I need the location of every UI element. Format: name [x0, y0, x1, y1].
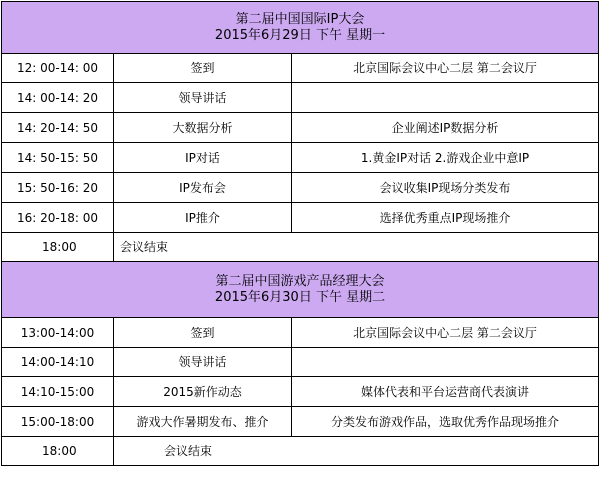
table-row	[2, 203, 599, 233]
detail-cell: 选择优秀重点IP现场推介	[292, 203, 599, 233]
time-cell: 18:00	[2, 437, 114, 466]
detail-cell	[292, 348, 599, 377]
table-row	[2, 83, 599, 113]
time-cell: 14:10-15:00	[2, 377, 114, 407]
agenda-item: 领导讲话	[114, 83, 292, 113]
detail-cell: 分类发布游戏作品，选取优秀作品现场推介	[292, 407, 599, 437]
table-row	[2, 348, 599, 377]
detail-cell	[292, 83, 599, 113]
time-cell: 14: 20-14: 50	[2, 113, 114, 143]
table-row	[2, 173, 599, 203]
time-cell: 18:00	[2, 233, 114, 262]
time-cell: 12: 00-14: 00	[2, 54, 114, 83]
time-cell: 15: 50-16: 20	[2, 173, 114, 203]
day2-date: 2015年6月30日 下午 星期二	[214, 289, 386, 305]
table-row-end	[2, 437, 599, 466]
agenda-item: 领导讲话	[114, 348, 292, 377]
schedule	[1, 1, 598, 466]
time-cell: 16: 20-18: 00	[2, 203, 114, 233]
table-row-end	[2, 233, 599, 262]
detail-cell: 北京国际会议中心二层 第二会议厅	[292, 318, 599, 348]
detail-cell: 媒体代表和平台运营商代表演讲	[292, 377, 599, 407]
detail-cell: 北京国际会议中心二层 第二会议厅	[292, 54, 599, 83]
day2-title: 第二届中国游戏产品经理大会	[215, 273, 385, 289]
day2-header	[2, 262, 599, 318]
agenda-item: 签到	[114, 318, 292, 348]
end-label: 会议结束	[114, 437, 599, 466]
time-cell: 13:00-14:00	[2, 318, 114, 348]
end-label: 会议结束	[114, 233, 599, 262]
time-cell: 14: 00-14: 20	[2, 83, 114, 113]
detail-cell: 1.黄金IP对话 2.游戏企业中意IP	[292, 143, 599, 173]
day2-header-cell	[2, 262, 599, 318]
table-row	[2, 377, 599, 407]
table-row	[2, 407, 599, 437]
table-row	[2, 113, 599, 143]
day1-header	[2, 2, 599, 54]
agenda-item: IP发布会	[114, 173, 292, 203]
detail-cell: 企业阐述IP数据分析	[292, 113, 599, 143]
agenda-item: 游戏大作暑期发布、推介	[114, 407, 292, 437]
time-cell: 14:00-14:10	[2, 348, 114, 377]
day1-title: 第二届中国国际IP大会	[235, 11, 365, 27]
time-cell: 15:00-18:00	[2, 407, 114, 437]
time-cell: 14: 50-15: 50	[2, 143, 114, 173]
table-row	[2, 54, 599, 83]
agenda-item: 2015新作动态	[114, 377, 292, 407]
schedule-table	[1, 1, 599, 466]
agenda-item: 签到	[114, 54, 292, 83]
agenda-item: 大数据分析	[114, 113, 292, 143]
day1-header-cell	[2, 2, 599, 54]
agenda-item: IP推介	[114, 203, 292, 233]
table-row	[2, 318, 599, 348]
detail-cell: 会议收集IP现场分类发布	[292, 173, 599, 203]
table-row	[2, 143, 599, 173]
day1-date: 2015年6月29日 下午 星期一	[214, 27, 386, 43]
agenda-item: IP对话	[114, 143, 292, 173]
